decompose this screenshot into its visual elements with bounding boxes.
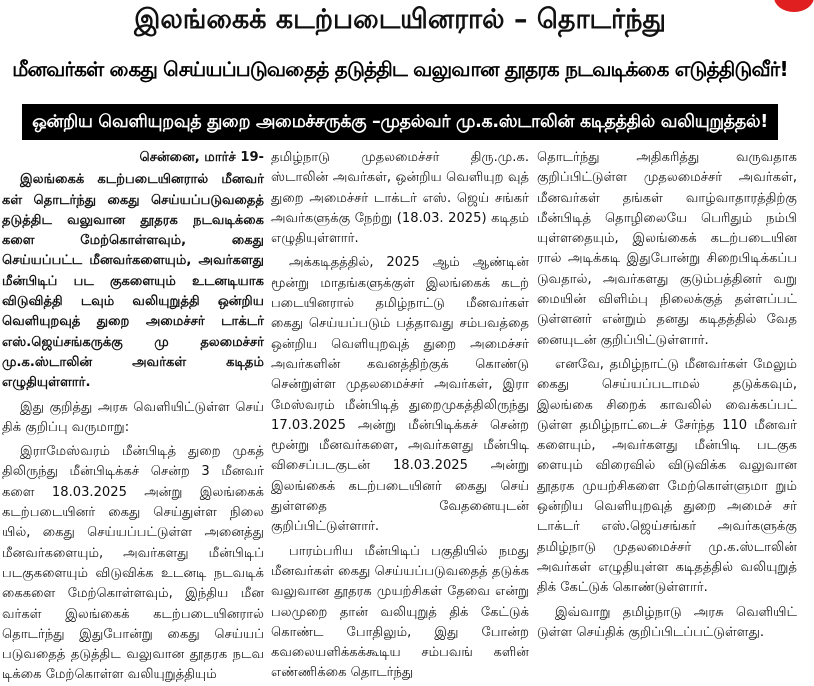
paragraph: தொடர்ந்து அதிகரித்து வருவதாக குறிப்பிட்டுள்ள முதலமைச்சர் அவர்கள், மீனவர்கள் தங்கள் வாழ்வாதாரத்திற்கு மீன்பிடித் தொழிலையே பெரிதும் நம்பி யுள்ளதையும், இலங்கைக் கடற்படையின ரால் அடிக்கடி இதுபோன்று சிறைபிடிக்கப்ப டுவதால், அவர்களது குடும்பத்தினர் வறு மையின் விளிம்பு நிலைக்குத் தள்ளப்பட் டுள்ளனர் என்றும் தனது கடிதத்தில் வேத னையுடன் குறிப்பிட்டுள்ளார். bbox=[537, 150, 797, 348]
subheadline-banner: ஒன்றிய வெளியுறவுத் துறை அமைச்சருக்கு –முதல்வர் மு.க.ஸ்டாலின் கடிதத்தில் வலியுறுத்தல்! bbox=[22, 104, 778, 140]
paragraph: எனவே, தமிழ்நாட்டு மீனவர்கள் மேலும் கைது செய்யப்படாமல் தடுக்கவும், இலங்கை சிறைக் காவலில் வைக்கப்பட் டுள்ள தமிழ்நாட்டைச் சேர்ந்த 110 மீனவர் களையும், அவர்களது மீன்பிடி படகுக ளையும் விரைவில் விடுவிக்க வலுவான தூதரக முயற்சிகளை மேற்கொள்ளுமா றும் ஒன்றிய வெளியுறவுத் துறை அமைச் சர் டாக்டர் எஸ்.ஜெய்சங்கர் அவர்களுக்கு தமிழ்நாடு முதலமைச்சர் மு.க.ஸ்டாலின் அவர்கள் எழுதியுள்ள கடிதத்தில் வலியுறுத் திக் கேட்டுக் கொண்டுள்ளார். bbox=[537, 356, 797, 596]
paragraph: இவ்வாறு தமிழ்நாடு அரசு வெளியிட் டுள்ள செய்திக் குறிப்பிடப்பட்டுள்ளது. bbox=[537, 604, 797, 640]
article-column-1 bbox=[2, 148, 264, 683]
paragraph: தமிழ்நாடு முதலமைச்சர் திரு.மு.க. ஸ்டாலின் அவர்கள், ஒன்றிய வெளியுற வுத் துறை அமைச்சர் டாக்டர் எஸ். ஜெய் சங்கர் அவர்களுக்கு நேற்று (18.03. 2025) கடிதம் எழுதியுள்ளார். bbox=[271, 150, 529, 247]
article-column-3 bbox=[537, 148, 797, 640]
headline-top: இலங்கைக் கடற்படையினரால் – தொடர்ந்து bbox=[134, 4, 666, 35]
lead-paragraph: இலங்கைக் கடற்படையினரால் மீனவர் கள் தொடர்ந்து கைது செய்யப்படுவதைத் தடுத்திட வலுவான தூதரக நடவடிக்கை களை மேற்கொள்ளவும், கைது செய்யப்பட்ட மீனவர்களையும், அவர்களது மீன்பிடிப் பட குகளையும் உடனடியாக விடுவித்தி டவும் வலியுறுத்தி ஒன்றிய வெளியுறவுத் துறை அமைச்சர் டாக்டர் எஸ்.ஜெய்சங்கருக்கு மு தலமைச்சர் மு.க.ஸ்டாலின் அவர்கள் கடிதம் எழுதியுள்ளார். bbox=[2, 172, 264, 391]
headline-main: மீனவர்கள் கைது செய்யப்படுவதைத் தடுத்திட வலுவான தூதரக நடவடிக்கை எடுத்திடுவீர்! bbox=[12, 57, 788, 81]
dateline: சென்னை, மார்ச் 19- bbox=[139, 150, 264, 165]
paragraph: பாரம்பரிய மீன்பிடிப் பகுதியில் நமது மீனவர்கள் கைது செய்யப்படுவதைத் தடுக்க வலுவான தூதரக முயற்சிகள் தேவை என்று பலமுறை தான் வலியுறுத் திக் கேட்டுக் கொண்ட போதிலும், இது போன்ற கவலையளிக்கக்கூடிய சம்பவங் களின் எண்ணிக்கை தொடர்ந்து bbox=[271, 543, 529, 681]
paragraph: அக்கடிதத்தில், 2025 ஆம் ஆண்டின் மூன்று மாதங்களுக்குள் இலங்கைக் கடற் படையினரால் தமிழ்நாட்டு மீனவர்கள் கைது செய்யப்படும் பத்தாவது சம்பவத்தை ஒன்றிய வெளியுறவுத் துறை அமைச்சர் அவர்களின் கவனத்திற்குக் கொண்டு சென்றுள்ள முதலமைச்சர் அவர்கள், இரா மேஸ்வரம் மீன்பிடித் துறைமுகத்திலிருந்து 17.03.2025 அன்று மீன்பிடிக்கச் சென்ற மூன்று மீனவர்களை, அவர்களது மீன்பிடி விசைப்படகுடன் 18.03.2025 அன்று இலங்கைக் கடற்படையினர் கைது செய் துள்ளதை வேதனையுடன் குறிப்பிட்டுள்ளார். bbox=[271, 255, 529, 535]
paragraph: இராமேஸ்வரம் மீன்பிடித் துறை முகத் திலிருந்து மீன்பிடிக்கச் சென்ற 3 மீனவர் களை 18.03.2025 அன்று இலங்கைக் கடற்படையினர் கைது செய்துள்ள நிலை யில், கைது செய்யப்பட்டுள்ள அனைத்து மீனவர்களையும், அவர்களது மீன்பிடிப் படகுகளையும் விடுவிக்க உடனடி நடவடிக் கைகளை மேற்கொள்ளவும், இந்திய மீன வர்கள் இலங்கைக் கடற்படையினரால் தொடர்ந்து இதுபோன்று கைது செய்யப் படுவதைத் தடுத்திட வலுவான தூதரக நடவ டிக்கை மேற்கொள்ள வலியுறுத்தியும் bbox=[2, 444, 264, 683]
paragraph: இது குறித்து அரசு வெளியிட்டுள்ள செய் திக் குறிப்பு வருமாறு: bbox=[2, 399, 264, 435]
article-column-2 bbox=[271, 148, 529, 681]
